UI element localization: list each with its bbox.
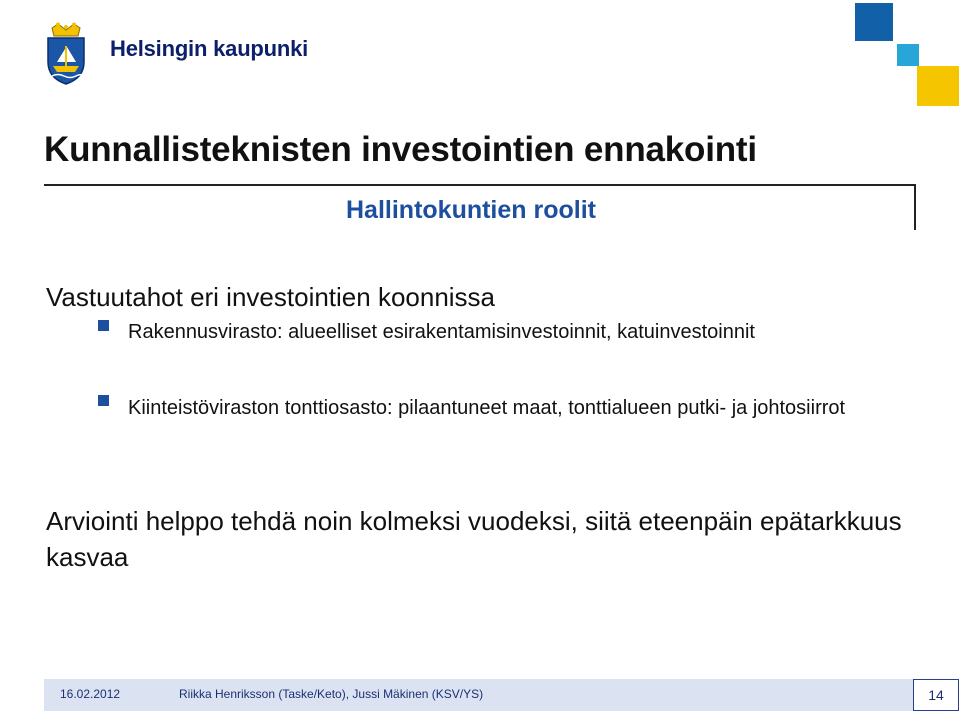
title-divider [44,184,916,186]
decor-square-blue [855,3,893,41]
footer-author: Riikka Henriksson (Taske/Keto), Jussi Mäkinen (KSV/YS) [179,687,484,701]
square-bullet-icon [98,320,109,331]
logo-text: Helsingin kaupunki [110,36,309,61]
slide-subtitle: Hallintokuntien roolit [346,196,596,224]
bullet-item: Rakennusvirasto: alueelliset esirakentamisinvestoinnit, katuinvestoinnit [128,321,755,343]
city-logo [44,22,309,86]
decor-square-cyan [897,44,919,66]
title-divider-vertical [914,184,916,230]
square-bullet-icon [98,395,109,406]
section-heading: Vastuutahot eri investointien koonnissa [46,282,496,312]
summary-paragraph: Arviointi helppo tehdä noin kolmeksi vuodeksi, siitä eteenpäin epätarkkuus kasvaa [46,506,902,572]
helsinki-crest-icon [44,22,88,86]
slide-title: Kunnallisteknisten investointien ennakointi [44,130,757,169]
footer-date: 16.02.2012 [60,687,121,701]
decor-square-yellow [917,66,959,106]
bullet-item: Kiinteistöviraston tonttiosasto: pilaantuneet maat, tonttialueen putki- ja johtosiirrot [128,397,846,419]
page-number: 14 [913,679,959,711]
slide-footer [44,679,958,711]
